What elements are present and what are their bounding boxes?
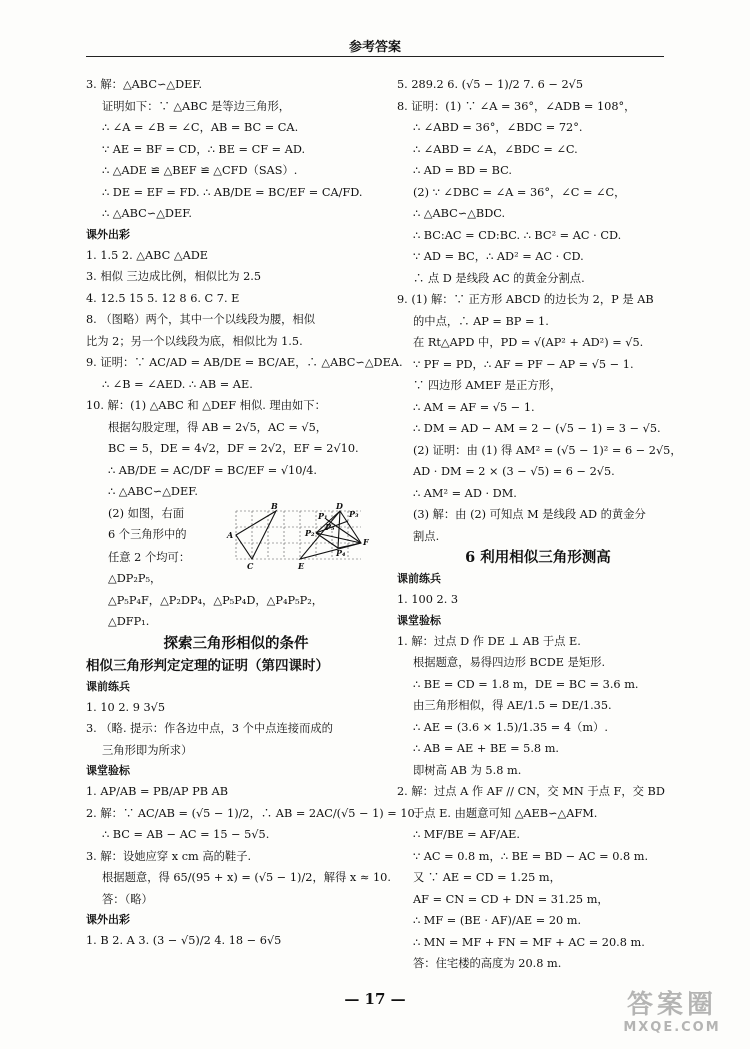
figure-label-a: A: [227, 529, 234, 540]
answer-line: ∵ AE = BF = CD，∴ BE = CF = AD.: [102, 142, 306, 156]
answer-line: 根据题意，得 65/(95 + x) = (√5 − 1)/2，解得 x ≈ 10.: [102, 871, 391, 884]
section-heading: 课前练兵: [397, 572, 441, 585]
answer-line: ∴ AD = BD = BC.: [413, 164, 512, 177]
answer-line: ∴ MF/BE = AF/AE.: [413, 828, 520, 841]
answer-line: 1. AP/AB = PB/AP PB AB: [86, 785, 229, 798]
answer-line: (2) ∵ ∠DBC = ∠A = 36°，∠C = ∠C，: [413, 185, 626, 199]
section-heading: 课堂验标: [86, 764, 130, 777]
answer-line: ∴ AB = AE + BE = 5.8 m.: [413, 742, 559, 755]
answer-line: 1. 1.5 2. △ABC △ADE: [86, 248, 209, 262]
answer-line: 任意 2 个均可：: [108, 550, 191, 564]
answer-line: ∴ AE = (3.6 × 1.5)/1.35 = 4（m）.: [413, 720, 608, 734]
answer-line: ∴ MF = (BE · AF)/AE = 20 m.: [413, 914, 582, 927]
answer-line: ∴ BC = AB − AC = 15 − 5√5.: [102, 828, 270, 841]
answer-line: 即树高 AB 为 5.8 m.: [413, 763, 522, 777]
chapter-title: 6 利用相似三角形测高: [465, 549, 611, 566]
answer-line: ∴ ∠ABD = ∠A，∠BDC = ∠C.: [413, 142, 578, 156]
answer-line: 3. 解：△ABC∽△DEF.: [86, 78, 203, 91]
answer-line: ∴ BE = CD = 1.8 m，DE = BC = 3.6 m.: [413, 677, 639, 691]
answer-line: (2) 如图，右面: [108, 506, 185, 520]
answer-line: AF = CN = CD + DN = 31.25 m，: [413, 892, 609, 906]
answer-line: 三角形即为所求）: [102, 743, 193, 757]
answer-line: ∴ MN = MF + FN = MF + AC = 20.8 m.: [413, 935, 645, 949]
section-heading: 课外出彩: [86, 913, 130, 926]
answer-line: 答：住宅楼的高度为 20.8 m.: [413, 957, 562, 970]
answer-line: (2) 证明：由 (1) 得 AM² = (√5 − 1)² = 6 − 2√5，: [413, 443, 682, 457]
answer-line: 9. (1) 解：∵ 正方形 ABCD 的边长为 2，P 是 AB: [397, 293, 654, 306]
answer-line: 比为 2；另一个以线段为底，相似比为 1.5.: [86, 334, 303, 348]
answer-line: ∴ AB/DE = AC/DF = BC/EF = √10/4.: [108, 463, 317, 477]
answer-line: ∴ △ABC∽△DEF.: [108, 485, 198, 498]
answer-line: ∴ AM = AF = √5 − 1.: [413, 400, 535, 414]
figure-label-d: D: [336, 502, 343, 511]
answer-line: 2. 解：∵ AC/AB = (√5 − 1)/2，∴ AB = 2AC/(√5 − 1) = 10.: [86, 806, 419, 820]
answer-line: 于点 E. 由题意可知 △AEB∽△AFM.: [413, 806, 598, 820]
answer-line: 5. 289.2 6. (√5 − 1)/2 7. 6 − 2√5: [397, 78, 584, 91]
left-column: [86, 74, 419, 952]
answer-line: 2. 解：过点 A 作 AF // CN，交 MN 于点 F，交 BD: [397, 785, 665, 798]
answer-line: 答：（略）: [102, 892, 153, 906]
watermark-logo: [608, 990, 736, 1042]
answer-line: 3. 解：设她应穿 x cm 高的鞋子.: [86, 849, 252, 863]
answer-line: 又 ∵ AE = CD = 1.25 m，: [413, 871, 561, 884]
answer-line: ∵ PF = PD，∴ AF = PF − AP = √5 − 1.: [413, 357, 634, 371]
figure-label-p2: P₂: [305, 527, 315, 538]
section-heading: 课外出彩: [86, 227, 130, 241]
answer-line: 根据勾股定理，得 AB = 2√5，AC = √5，: [108, 420, 328, 434]
answer-line: 6 个三角形中的: [108, 528, 187, 541]
answer-line: 1. 解：过点 D 作 DE ⊥ AB 于点 E.: [397, 634, 581, 648]
answer-line: 10. 解：(1) △ABC 和 △DEF 相似. 理由如下：: [86, 399, 326, 412]
figure-label-b: B: [271, 502, 278, 511]
answer-line: 1. 100 2. 3: [397, 593, 459, 606]
answer-line: 9. 证明：∵ AC/AD = AB/DE = BC/AE，∴ △ABC∽△DEA.: [86, 356, 403, 369]
answer-line: △P₅P₄F，△P₂DP₄，△P₅P₄D，△P₄P₅P₂，: [108, 593, 324, 607]
answer-line: ∴ △ABC∽△BDC.: [413, 207, 506, 220]
watermark-url: MXQE.COM: [623, 1020, 721, 1035]
answer-line: 根据题意，易得四边形 BCDE 是矩形.: [413, 656, 606, 669]
answer-line: ∴ DM = AD − AM = 2 − (√5 − 1) = 3 − √5.: [413, 422, 661, 435]
answer-line: 割点.: [413, 529, 440, 543]
answer-line: BC = 5，DE = 4√2，DF = 2√2，EF = 2√10.: [108, 442, 359, 455]
answer-line: ∴ △ADE ≌ △BEF ≌ △CFD（SAS）.: [102, 164, 298, 177]
page-header-title: 参考答案: [348, 40, 401, 55]
answer-line: ∵ AC = 0.8 m，∴ BE = BD − AC = 0.8 m.: [413, 849, 649, 863]
figure-label-p5: P₅: [325, 521, 335, 532]
header-rule: [86, 56, 664, 57]
chapter-title: 探索三角形相似的条件: [163, 634, 309, 652]
answer-line: 1. 10 2. 9 3√5: [86, 700, 166, 714]
right-column: [397, 74, 682, 975]
answer-line: ∵ AD = BC，∴ AD² = AC · CD.: [413, 250, 584, 263]
watermark-text: 答案圈: [626, 990, 717, 1020]
answer-line: △DFP₁.: [108, 615, 150, 628]
answer-line: (3) 解：由 (2) 可知点 M 是线段 AD 的黄金分: [413, 508, 646, 521]
figure-label-c: C: [247, 560, 254, 571]
figure-label-p3: P₃: [349, 508, 359, 519]
figure-label-e: E: [298, 560, 305, 571]
answer-line: ∴ AM² = AD · DM.: [413, 486, 517, 500]
answer-line: 3. 相似 三边成比例，相似比为 2.5: [86, 270, 262, 283]
figure-label-p4: P₄: [336, 547, 346, 558]
answer-line: ∴ ∠B = ∠AED. ∴ AB = AE.: [102, 377, 253, 391]
page-number: — 17 —: [344, 990, 406, 1008]
section-heading: 课前练兵: [86, 679, 130, 693]
grid-triangles-figure: [226, 503, 371, 575]
answer-line: 8. （图略）两个，其中一个以线段为腰，相似: [86, 313, 316, 326]
answer-line: 证明如下：∵ △ABC 是等边三角形，: [102, 99, 291, 113]
chapter-subtitle: 相似三角形判定定理的证明（第四课时）: [86, 657, 329, 674]
answer-line: 1. B 2. A 3. (3 − √5)/2 4. 18 − 6√5: [86, 934, 282, 947]
answer-line: 由三角形相似，得 AE/1.5 = DE/1.35.: [413, 699, 612, 712]
answer-line: △DP₂P₅，: [108, 572, 162, 585]
answer-line: ∴ DE = EF = FD. ∴ AB/DE = BC/EF = CA/FD.: [102, 185, 363, 199]
answer-line: 4. 12.5 15 5. 12 8 6. C 7. E: [86, 291, 240, 305]
section-heading: 课堂验标: [397, 613, 441, 627]
answer-line: ∴ BC:AC = CD:BC. ∴ BC² = AC · CD.: [413, 228, 622, 242]
answer-line: ∵ 四边形 AMEF 是正方形，: [413, 379, 562, 392]
answer-line: ∴ 点 D 是线段 AC 的黄金分割点.: [413, 271, 585, 285]
answer-line: ∴ ∠A = ∠B = ∠C，AB = BC = CA.: [102, 121, 299, 134]
answer-line: ∴ ∠ABD = 36°，∠BDC = 72°.: [413, 121, 583, 134]
answer-line: ∴ △ABC∽△DEF.: [102, 207, 192, 220]
answer-line: 的中点，∴ AP = BP = 1.: [413, 314, 549, 328]
answer-line: 在 Rt△APD 中，PD = √(AP² + AD²) = √5.: [413, 336, 644, 349]
answer-line: 8. 证明：(1) ∵ ∠A = 36°，∠ADB = 108°，: [397, 99, 636, 113]
answer-line: 3. （略. 提示：作各边中点，3 个中点连接而成的: [86, 722, 333, 735]
figure-label-f: F: [363, 536, 369, 547]
answer-line: AD · DM = 2 × (3 − √5) = 6 − 2√5.: [413, 465, 615, 478]
figure-label-p1: P₁: [318, 510, 328, 521]
